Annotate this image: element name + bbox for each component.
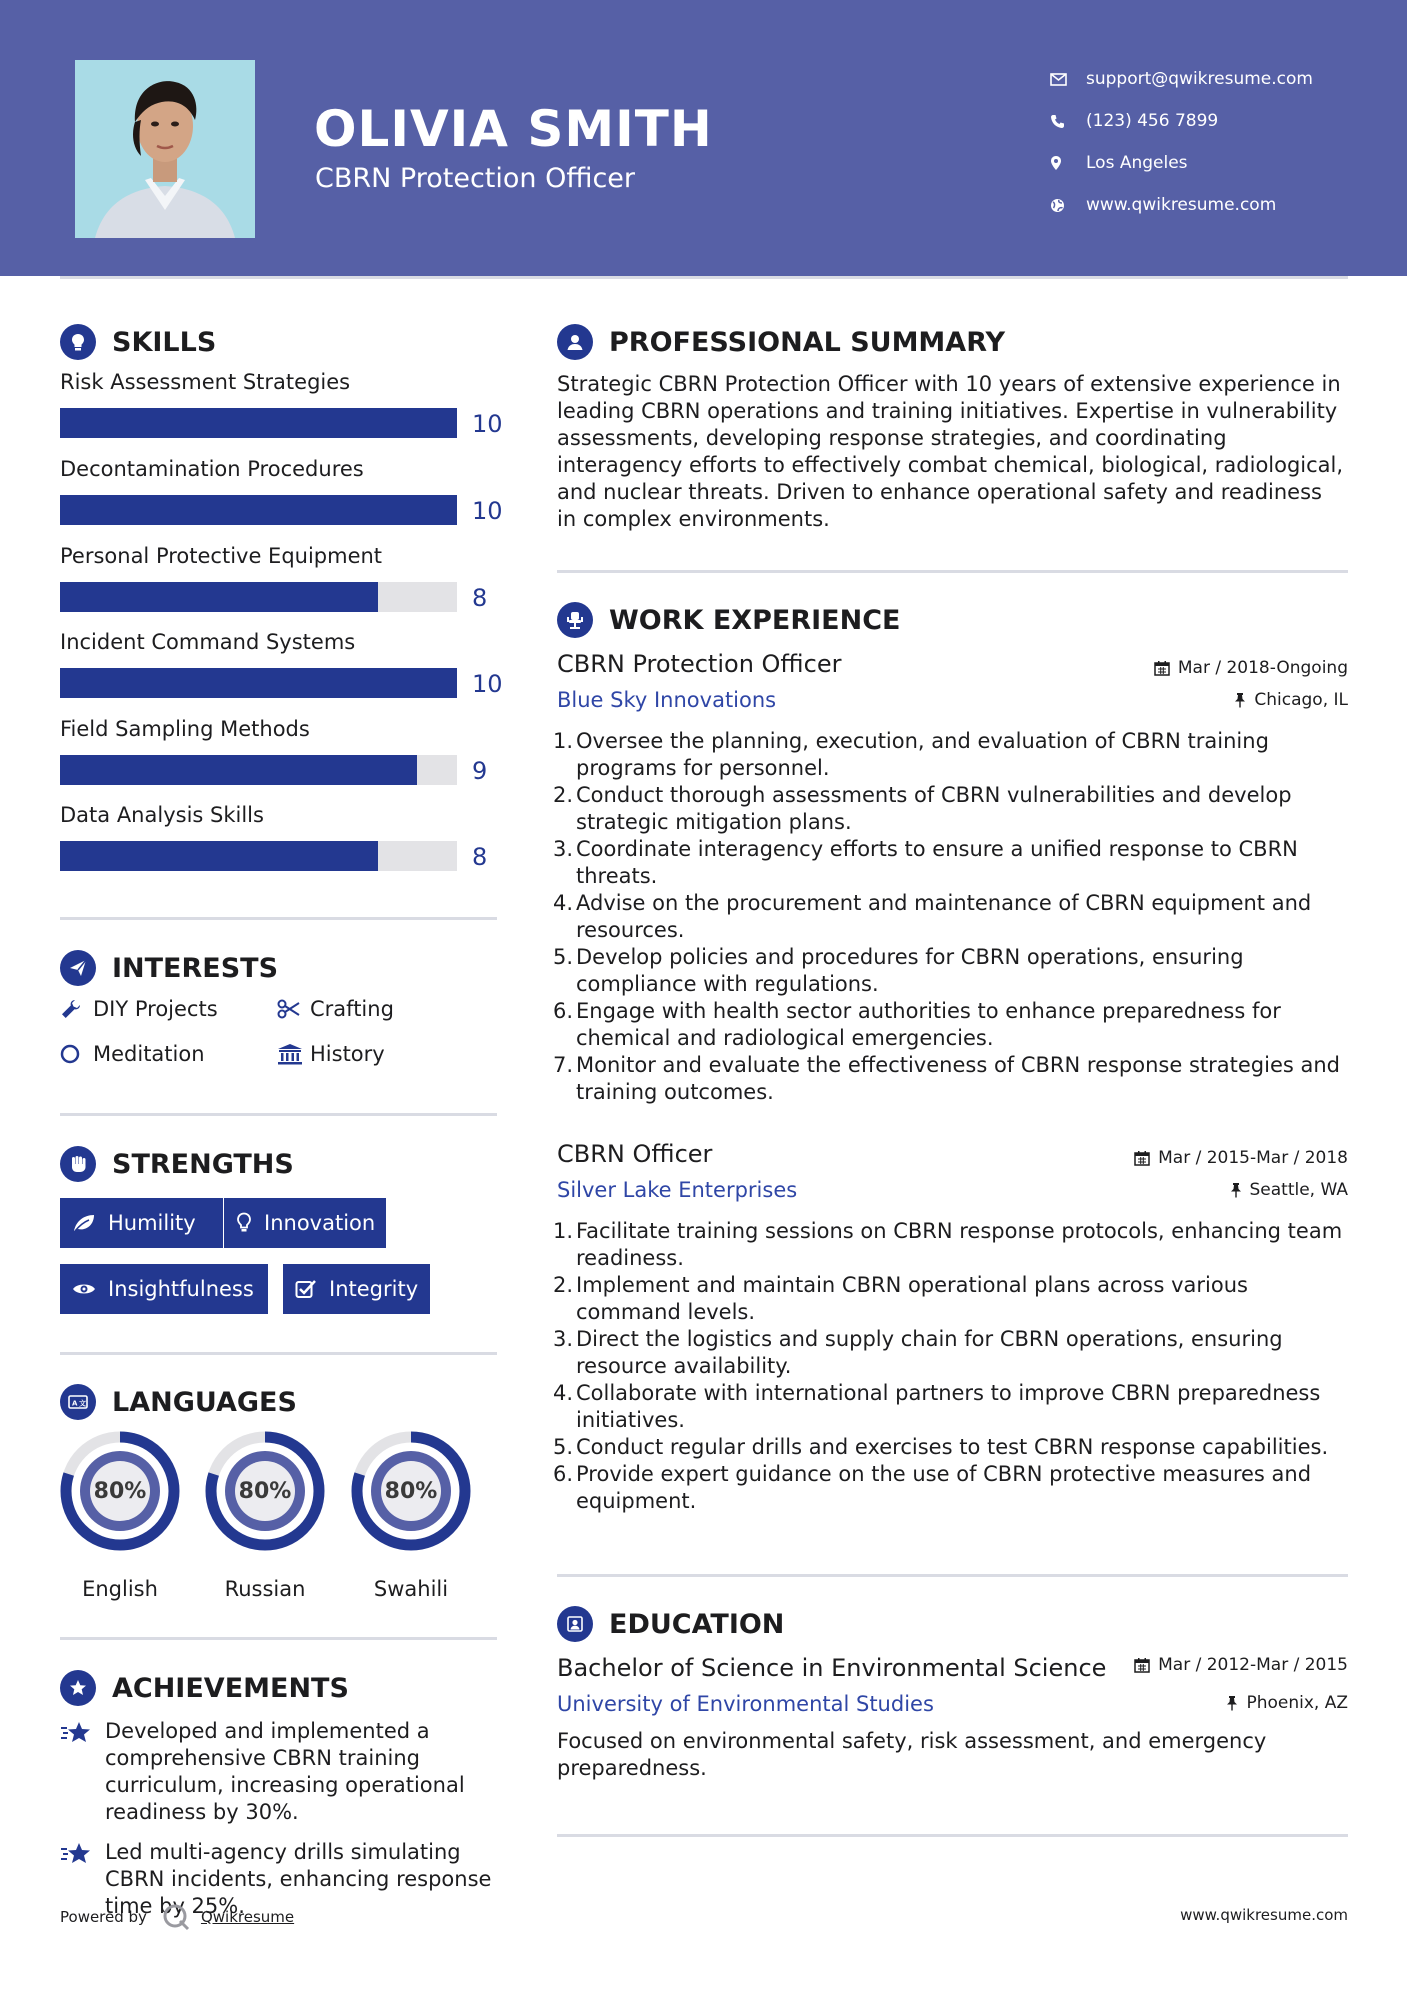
- skill-item: [60, 630, 510, 698]
- lightbulb-icon: [60, 324, 96, 360]
- language-name: Russian: [224, 1577, 306, 1601]
- strengths-heading: [60, 1146, 294, 1182]
- skill-bar: [60, 668, 457, 698]
- skill-item: [60, 457, 510, 525]
- bullet-text: Advise on the procurement and maintenance of CBRN equipment and resources.: [576, 891, 1312, 942]
- bullet-text: Monitor and evaluate the effectiveness of CBRN response strategies and training outcomes.: [576, 1053, 1340, 1104]
- bullet-item: 4. Advise on the procurement and maintenance of CBRN equipment and resources.: [553, 890, 1348, 944]
- qwikresume-link[interactable]: Qwikresume: [200, 1908, 295, 1926]
- skill-name: Personal Protective Equipment: [60, 544, 383, 568]
- strength-badge: [60, 1198, 223, 1248]
- user-icon: [557, 324, 593, 360]
- language-ring: [58, 1429, 182, 1553]
- powered-by: [60, 1902, 294, 1932]
- circle-icon: [60, 1043, 93, 1065]
- profile-photo: [75, 60, 255, 238]
- interest-label: Meditation: [93, 1042, 205, 1066]
- header-divider: [60, 276, 1348, 279]
- bullet-text: Coordinate interagency efforts to ensure a unified response to CBRN threats.: [576, 837, 1298, 888]
- bullet-item: 2. Conduct thorough assessments of CBRN vulnerabilities and develop strategic mitigation plans.: [553, 782, 1348, 836]
- skill-item: [60, 717, 510, 785]
- strength-label: Humility: [108, 1211, 196, 1235]
- powered-by-text: Powered by: [60, 1908, 147, 1926]
- job-dates: [1134, 1148, 1348, 1168]
- job-location: [1234, 690, 1348, 710]
- skill-fill: [60, 668, 457, 698]
- bullet-item: 6. Engage with health sector authorities to enhance preparedness for chemical and radiological emergencies.: [553, 998, 1348, 1052]
- interest-item: [60, 1042, 205, 1066]
- education-location: [1226, 1693, 1348, 1713]
- bullet-text: Develop policies and procedures for CBRN operations, ensuring compliance with regulations.: [576, 945, 1244, 996]
- qwikresume-logo-icon: [161, 1902, 191, 1932]
- strength-label: Innovation: [264, 1211, 376, 1235]
- achievement-text: Developed and implemented a comprehensive CBRN training curriculum, increasing operational readiness by 30%.: [105, 1719, 465, 1824]
- skill-bar: [60, 495, 457, 525]
- bullet-item: 2. Implement and maintain CBRN operational plans across various command levels.: [553, 1272, 1348, 1326]
- phone-icon: [1050, 114, 1086, 129]
- strength-label: Insightfulness: [108, 1277, 254, 1301]
- education-dates: [1134, 1655, 1348, 1675]
- bullet-item: 5. Conduct regular drills and exercises to test CBRN response capabilities.: [553, 1435, 1329, 1459]
- envelope-icon: [1050, 73, 1086, 86]
- eye-icon: [72, 1281, 96, 1297]
- language-percent: 80%: [384, 1478, 438, 1504]
- skill-item: [60, 803, 510, 871]
- pushpin-icon: [1234, 692, 1246, 708]
- skills-heading-text: SKILLS: [112, 326, 217, 358]
- skill-bar: [60, 582, 457, 612]
- contact-info: [1050, 58, 1313, 226]
- education-dates-text: Mar / 2012-Mar / 2015: [1158, 1655, 1348, 1675]
- bullet-item: 4. Collaborate with international partners to improve CBRN preparedness initiatives.: [553, 1380, 1348, 1434]
- strength-label: Integrity: [329, 1277, 419, 1301]
- achievements-heading: [60, 1670, 349, 1706]
- bullet-item: 5. Develop policies and procedures for CBRN operations, ensuring compliance with regulations.: [553, 944, 1348, 998]
- language-percent: 80%: [238, 1478, 292, 1504]
- job-title: CBRN Officer: [557, 1140, 713, 1168]
- bullet-text: Implement and maintain CBRN operational plans across various command levels.: [576, 1273, 1248, 1324]
- skill-value: 10: [472, 410, 503, 438]
- contact-location-text: Los Angeles: [1086, 153, 1188, 173]
- resume-header: [0, 0, 1407, 276]
- language-name: English: [82, 1577, 158, 1601]
- education-degree: Bachelor of Science in Environmental Science: [557, 1654, 1107, 1682]
- bullet-item: 3. Coordinate interagency efforts to ensure a unified response to CBRN threats.: [553, 836, 1348, 890]
- interest-label: History: [310, 1042, 385, 1066]
- section-divider: [557, 1834, 1348, 1837]
- bullet-text: Conduct regular drills and exercises to test CBRN response capabilities.: [576, 1435, 1329, 1459]
- contact-website-text: www.qwikresume.com: [1086, 195, 1277, 215]
- job-company: Blue Sky Innovations: [557, 688, 777, 712]
- scissors-icon: [277, 999, 310, 1019]
- interests-heading: [60, 950, 278, 986]
- skill-fill: [60, 408, 457, 438]
- pushpin-icon: [1230, 1182, 1242, 1198]
- contact-email[interactable]: [1050, 58, 1313, 100]
- interest-label: Crafting: [310, 997, 394, 1021]
- skill-fill: [60, 841, 378, 871]
- bullet-text: Facilitate training sessions on CBRN response protocols, enhancing team readiness.: [576, 1219, 1343, 1270]
- language-item: [58, 1429, 182, 1601]
- skill-fill: [60, 495, 457, 525]
- summary-text: Strategic CBRN Protection Officer with 10 years of extensive experience in leading CBRN operations and training initiatives. Expertise in vulnerability assessments, developing response strategies, and coordinating interagency efforts to effectively combat chemical, biological, radiological, and nuclear threats. Driven to enhance operational safety and readiness in complex environments.: [557, 372, 1344, 531]
- section-divider: [60, 1352, 497, 1355]
- skill-name: Risk Assessment Strategies: [60, 370, 351, 394]
- skills-heading: [60, 324, 216, 360]
- calendar-icon: [1154, 660, 1170, 676]
- education-description: Focused on environmental safety, risk assessment, and emergency preparedness.: [557, 1729, 1267, 1780]
- office-chair-icon: [557, 602, 593, 638]
- skill-item: [60, 544, 510, 612]
- contact-phone[interactable]: [1050, 100, 1313, 142]
- bullet-item: 3. Direct the logistics and supply chain for CBRN operations, ensuring resource availability.: [553, 1326, 1348, 1380]
- star-icon: [60, 1718, 105, 1826]
- skill-value: 10: [472, 497, 503, 525]
- lightbulb-icon: [236, 1212, 252, 1234]
- bullet-text: Oversee the planning, execution, and evaluation of CBRN training programs for personnel.: [576, 729, 1269, 780]
- section-divider: [60, 917, 497, 920]
- graduate-icon: [557, 1606, 593, 1642]
- bullet-item: 6. Provide expert guidance on the use of CBRN protective measures and equipment.: [553, 1461, 1348, 1515]
- map-pin-icon: [1050, 155, 1086, 171]
- job-location: [1230, 1180, 1349, 1200]
- strength-badge: [224, 1198, 386, 1248]
- section-divider: [557, 570, 1348, 573]
- job-location-text: Chicago, IL: [1254, 690, 1348, 710]
- languages-heading: [60, 1384, 297, 1420]
- language-icon: [60, 1384, 96, 1420]
- skill-bar: [60, 841, 457, 871]
- bullet-item: 7. Monitor and evaluate the effectiveness of CBRN response strategies and training outcomes.: [553, 1052, 1348, 1106]
- paper-plane-icon: [60, 950, 96, 986]
- language-item: [203, 1429, 327, 1601]
- contact-website[interactable]: [1050, 184, 1313, 226]
- section-divider: [60, 1113, 497, 1116]
- skill-value: 10: [472, 670, 503, 698]
- contact-phone-text: (123) 456 7899: [1086, 111, 1219, 131]
- language-item: [349, 1429, 473, 1601]
- languages-heading-text: LANGUAGES: [112, 1386, 297, 1418]
- job-title: CBRN Protection Officer: [557, 650, 842, 678]
- skill-bar: [60, 755, 457, 785]
- summary-heading: [557, 324, 1005, 360]
- bullet-text: Direct the logistics and supply chain for CBRN operations, ensuring resource availability.: [576, 1327, 1283, 1378]
- achievements-heading-text: ACHIEVEMENTS: [112, 1672, 349, 1704]
- experience-heading: [557, 602, 900, 638]
- language-ring: [349, 1429, 473, 1553]
- globe-icon: [1050, 198, 1086, 213]
- skill-item: [60, 370, 510, 438]
- achievement-item: [60, 1718, 510, 1826]
- job-company: Silver Lake Enterprises: [557, 1178, 798, 1202]
- language-percent: 80%: [93, 1478, 147, 1504]
- experience-heading-text: WORK EXPERIENCE: [609, 604, 901, 636]
- museum-icon: [277, 1043, 310, 1065]
- interest-item: [277, 997, 394, 1021]
- skill-value: 8: [472, 843, 488, 871]
- achievement-text: Led multi-agency drills simulating CBRN incidents, enhancing response time by 25%.: [105, 1840, 492, 1918]
- interest-item: [277, 1042, 385, 1066]
- star-badge-icon: [60, 1670, 96, 1706]
- interest-label: DIY Projects: [93, 997, 218, 1021]
- pushpin-icon: [1226, 1695, 1238, 1711]
- skill-fill: [60, 755, 417, 785]
- skill-name: Data Analysis Skills: [60, 803, 264, 827]
- interests-heading-text: INTERESTS: [112, 952, 279, 984]
- skill-value: 9: [472, 757, 488, 785]
- skill-name: Incident Command Systems: [60, 630, 356, 654]
- calendar-icon: [1134, 1657, 1150, 1673]
- contact-location: [1050, 142, 1313, 184]
- education-school: University of Environmental Studies: [557, 1692, 934, 1716]
- footer-website[interactable]: www.qwikresume.com: [1180, 1906, 1348, 1924]
- skill-name: Field Sampling Methods: [60, 717, 310, 741]
- education-location-text: Phoenix, AZ: [1246, 1693, 1348, 1713]
- section-divider: [557, 1574, 1348, 1577]
- job-location-text: Seattle, WA: [1249, 1180, 1348, 1200]
- wrench-icon: [60, 998, 93, 1020]
- skill-value: 8: [472, 584, 488, 612]
- calendar-icon: [1134, 1150, 1150, 1166]
- strength-badge: [283, 1264, 430, 1314]
- job-dates-text: Mar / 2018-Ongoing: [1177, 658, 1348, 678]
- bullet-text: Engage with health sector authorities to enhance preparedness for chemical and radiological emergencies.: [576, 999, 1281, 1050]
- interest-item: [60, 997, 218, 1021]
- education-heading: [557, 1606, 784, 1642]
- candidate-title: CBRN Protection Officer: [315, 163, 636, 194]
- strengths-heading-text: STRENGTHS: [112, 1148, 294, 1180]
- job-dates: [1154, 658, 1348, 678]
- strength-badge: [60, 1264, 268, 1314]
- checkbox-icon: [295, 1279, 317, 1299]
- fist-icon: [60, 1146, 96, 1182]
- svg-text:文: 文: [79, 1399, 86, 1408]
- job-bullets: [553, 728, 1348, 1106]
- bullet-text: Provide expert guidance on the use of CBRN protective measures and equipment.: [576, 1462, 1312, 1513]
- job-dates-text: Mar / 2015-Mar / 2018: [1158, 1148, 1348, 1168]
- bullet-text: Conduct thorough assessments of CBRN vulnerabilities and develop strategic mitigation plans.: [576, 783, 1292, 834]
- education-heading-text: EDUCATION: [609, 1608, 785, 1640]
- skill-fill: [60, 582, 378, 612]
- candidate-name: OLIVIA SMITH: [314, 100, 713, 158]
- contact-email-text: support@qwikresume.com: [1086, 69, 1313, 89]
- language-name: Swahili: [373, 1577, 449, 1601]
- leaf-icon: [72, 1213, 96, 1233]
- svg-text:A: A: [72, 1399, 78, 1408]
- section-divider: [60, 1637, 497, 1640]
- bullet-item: 1. Facilitate training sessions on CBRN response protocols, enhancing team readiness.: [553, 1218, 1348, 1272]
- skill-bar: [60, 408, 457, 438]
- bullet-item: 1. Oversee the planning, execution, and evaluation of CBRN training programs for personnel.: [553, 728, 1348, 782]
- skill-name: Decontamination Procedures: [60, 457, 364, 481]
- language-ring: [203, 1429, 327, 1553]
- job-bullets: [553, 1218, 1348, 1515]
- summary-heading-text: PROFESSIONAL SUMMARY: [609, 326, 1006, 358]
- bullet-text: Collaborate with international partners to improve CBRN preparedness initiatives.: [576, 1381, 1321, 1432]
